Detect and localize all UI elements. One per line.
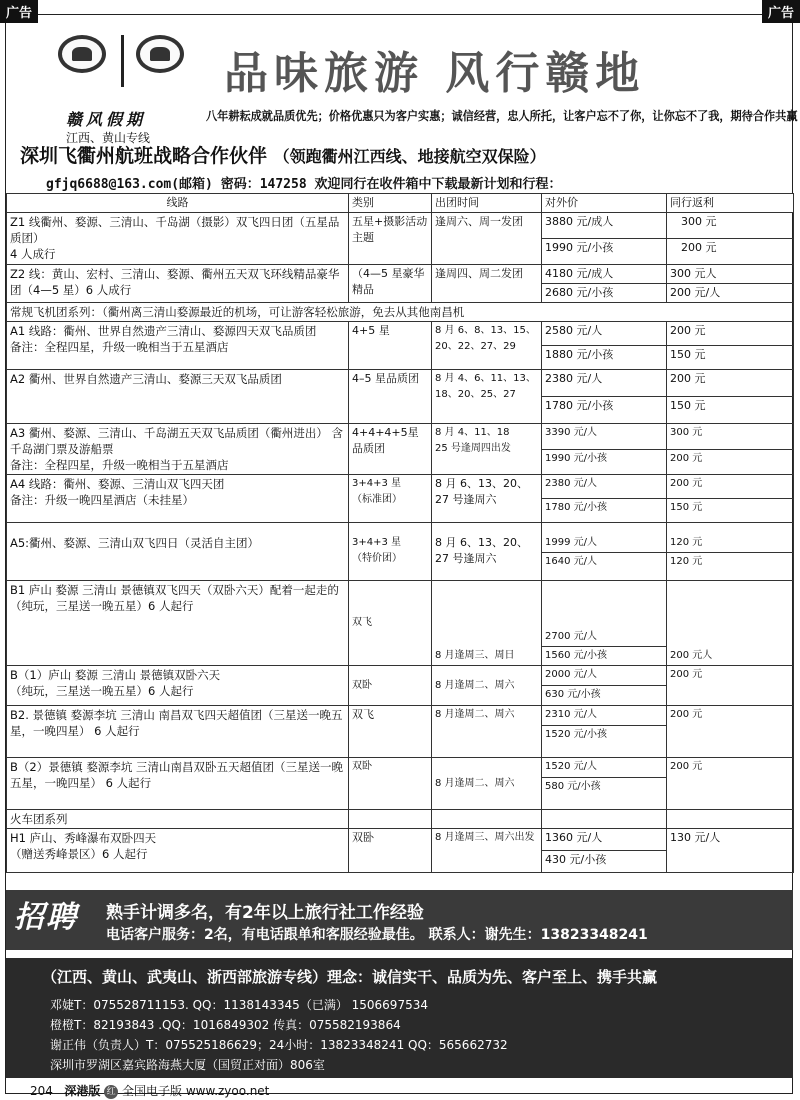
rebate-cell: 200 元	[667, 322, 794, 346]
route-cell: A5:衢州、婺源、三清山双飞四日（灵活自主团）	[7, 523, 349, 581]
type-cell: 双卧	[349, 829, 432, 873]
price-cell: 1780 元/小孩	[542, 499, 667, 523]
route-text: A3 衢州、婺源、三清山、千岛湖五天双飞品质团（衢州进出） 含千岛湖门票及游船票	[10, 426, 343, 456]
empty-cell	[542, 810, 667, 829]
empty-cell	[667, 810, 794, 829]
ad-label-left: 广告	[0, 0, 38, 23]
price-cell: 1999 元/人	[542, 523, 667, 553]
route-cell	[7, 581, 349, 666]
logo-divider	[121, 35, 124, 87]
type-cell: 双飞	[349, 581, 432, 666]
type-cell	[349, 475, 432, 523]
price-cell: 1560 元/小孩	[542, 647, 667, 666]
email-line: gfjq6688@163.com(邮箱) 密码：147258 欢迎同行在收件箱中下载最新计划和行程：	[46, 177, 562, 192]
rebate-cell: 200 元	[667, 449, 794, 475]
brand-subtitle: 江西、黄山专线	[66, 131, 151, 145]
section-row	[7, 303, 794, 322]
col-header: 出团时间	[432, 194, 542, 213]
price-cell: 3880 元/成人	[542, 213, 667, 239]
table-row	[7, 322, 794, 346]
route-cell: B（2）景德镇 婺源李坑 三清山南昌双卧五天超值团（三星送一晚五星，一晚四星） 6 人起行	[7, 758, 349, 810]
page-footer	[30, 1082, 269, 1099]
site-label: 全国电子版 www.zyoo.net	[122, 1084, 270, 1098]
type-cell: 4+5 星	[349, 322, 432, 370]
recruit-tag: 招聘	[14, 900, 78, 935]
time-cell: 逢周六、周一发团	[432, 213, 542, 265]
time-cell: 8 月逢周二、周六	[432, 666, 542, 706]
type-cell: （4—5 星豪华精品	[349, 265, 432, 303]
price-cell: 4180 元/成人	[542, 265, 667, 284]
price-cell: 1360 元/人	[542, 829, 667, 851]
ad-label-right: 广告	[762, 0, 800, 23]
rebate-cell: 200 元	[667, 758, 794, 810]
route-cell	[7, 666, 349, 706]
empty-cell	[349, 810, 432, 829]
price-cell: 2580 元/人	[542, 322, 667, 346]
col-header: 对外价	[542, 194, 667, 213]
table-row	[7, 424, 794, 450]
section-title: 常规飞机团系列：（衢州离三清山婺源最近的机场，可让游客轻松旅游，免去从其他南昌机	[7, 303, 794, 322]
route-note: 备注：升级一晚四星酒店（未挂星）	[10, 493, 194, 507]
price-cell: 1880 元/小孩	[542, 346, 667, 370]
edition-label: 深港版	[64, 1084, 101, 1098]
col-header: 线路	[7, 194, 349, 213]
page-number: 204	[30, 1084, 53, 1098]
type-cell	[349, 523, 432, 581]
route-cell	[7, 475, 349, 523]
time-cell: 8 月逢周三、周日	[432, 581, 542, 666]
route-text: A4 线路：衢州、婺源、三清山双飞四天团	[10, 477, 225, 491]
price-cell: 430 元/小孩	[542, 851, 667, 873]
type-line: （特价团）	[352, 553, 402, 564]
contact-line: 橙橙T：82193843 .QQ：1016849302 传真：075582193864	[50, 1018, 401, 1032]
address-line: 深圳市罗湖区嘉宾路海燕大厦（国贸正对面）806室	[50, 1058, 325, 1072]
section-row	[7, 810, 794, 829]
rebate-cell: 200 元	[667, 239, 794, 265]
partner-banner	[20, 141, 546, 168]
rebate-cell: 200 元	[667, 475, 794, 499]
rebate-cell: 300 元人	[667, 265, 794, 284]
route-cell: B2. 景德镇 婺源李坑 三清山 南昌双飞四天超值团（三星送一晚五星，一晚四星） 6 人起行	[7, 706, 349, 758]
route-cell	[7, 424, 349, 475]
price-cell: 1520 元/小孩	[542, 726, 667, 758]
rebate-cell: 200 元	[667, 666, 794, 706]
logo	[50, 25, 200, 145]
table-header-row	[7, 194, 794, 213]
route-note: 4 人成行	[10, 247, 56, 261]
route-note: （赠送秀峰景区）6 人起行	[10, 847, 148, 861]
time-cell	[432, 424, 542, 475]
contact-footer	[6, 958, 793, 1078]
table-row	[7, 475, 794, 499]
time-cell: 8 月逢周二、周六	[432, 706, 542, 758]
type-line: 3+4+3 星	[352, 478, 402, 489]
col-header: 类别	[349, 194, 432, 213]
type-cell: 4–5 星品质团	[349, 370, 432, 424]
rebate-cell: 130 元/人	[667, 829, 794, 873]
car-logo-icon-left	[58, 35, 106, 73]
table-row	[7, 265, 794, 284]
time-line: 8 月 4、11、18	[435, 427, 510, 438]
rebate-cell: 150 元	[667, 346, 794, 370]
type-line: 3+4+3 星	[352, 537, 402, 548]
recruit-line-1: 熟手计调多名，有2年以上旅行社工作经验	[106, 903, 424, 923]
header	[6, 15, 798, 145]
route-cell	[7, 829, 349, 873]
rebate-cell: 300 元	[667, 213, 794, 239]
route-cell: A2 衢州、世界自然遗产三清山、婺源三天双飞品质团	[7, 370, 349, 424]
contact-line: 邓婕T：075528711153. QQ：1138143345（已满） 1506697534	[50, 998, 428, 1012]
edition-badge: 红	[104, 1085, 118, 1099]
rebate-cell: 120 元	[667, 553, 794, 581]
route-text: A1 线路：衢州、世界自然遗产三清山、婺源四天双飞品质团	[10, 324, 317, 338]
price-cell: 2310 元/人	[542, 706, 667, 726]
route-note: （纯玩，三星送一晚五星）6 人起行	[10, 684, 194, 698]
route-cell	[7, 322, 349, 370]
footer-title: （江西、黄山、武夷山、浙西部旅游专线）理念：诚信实干、品质为先、客户至上、携手共赢	[42, 968, 658, 986]
rebate-cell: 150 元	[667, 499, 794, 523]
table-row	[7, 666, 794, 686]
price-cell: 1520 元/人	[542, 758, 667, 778]
rebate-cell: 150 元	[667, 397, 794, 424]
time-cell: 8 月 6、8、13、15、20、22、27、29	[432, 322, 542, 370]
table-row	[7, 706, 794, 726]
rebate-cell: 300 元	[667, 424, 794, 450]
table-row	[7, 581, 794, 647]
route-cell	[7, 213, 349, 265]
time-cell: 逢周四、周二发团	[432, 265, 542, 303]
empty-cell	[432, 810, 542, 829]
price-cell: 1990 元/小孩	[542, 449, 667, 475]
rebate-cell: 200 元	[667, 370, 794, 397]
rebate-cell: 120 元	[667, 523, 794, 553]
table-row	[7, 758, 794, 778]
time-cell: 8 月逢周二、周六	[432, 758, 542, 810]
route-text: H1 庐山、秀峰瀑布双卧四天	[10, 831, 157, 845]
rebate-cell: 200 元/人	[667, 284, 794, 303]
route-cell: Z2 线：黄山、宏村、三清山、婺源、衢州五天双飞环线精品豪华团（4—5 星）6 人成行	[7, 265, 349, 303]
rebate-cell: 200 元人	[667, 581, 794, 666]
col-header: 同行返利	[667, 194, 794, 213]
slogan: 品味旅游 风行赣地	[224, 48, 646, 99]
type-cell: 双卧	[349, 666, 432, 706]
price-cell: 630 元/小孩	[542, 686, 667, 706]
price-cell: 1640 元/人	[542, 553, 667, 581]
partner-sub: （领跑衢州江西线、地接航空双保险）	[273, 147, 546, 166]
price-cell: 3390 元/人	[542, 424, 667, 450]
price-cell: 2680 元/小孩	[542, 284, 667, 303]
contact-line: 谢正伟（负责人）T：075525186629；24小时：13823348241 QQ：565662732	[50, 1038, 508, 1052]
route-note: 备注：全程四星，升级一晚相当于五星酒店	[10, 458, 229, 472]
route-text: Z1 线衢州、婺源、三清山、千岛湖（摄影）双飞四日团（五星品质团）	[10, 215, 340, 245]
price-cell: 2700 元/人	[542, 581, 667, 647]
rebate-cell: 200 元	[667, 706, 794, 758]
price-cell: 1990 元/小孩	[542, 239, 667, 265]
type-line: （标准团）	[352, 494, 402, 505]
price-cell: 2380 元/人	[542, 370, 667, 397]
time-line: 25 号逢周四出发	[435, 443, 511, 454]
partner-main: 深圳飞衢州航班战略合作伙伴	[20, 145, 268, 167]
type-cell: 五星+摄影活动主题	[349, 213, 432, 265]
price-cell: 2000 元/人	[542, 666, 667, 686]
section-title: 火车团系列	[7, 810, 349, 829]
price-cell: 580 元/小孩	[542, 778, 667, 810]
type-cell: 4+4+4+5星品质团	[349, 424, 432, 475]
table-row	[7, 829, 794, 851]
price-cell: 2380 元/人	[542, 475, 667, 499]
table-row	[7, 213, 794, 239]
time-cell: 8 月 6、13、20、27 号逢周六	[432, 523, 542, 581]
time-cell: 8 月 6、13、20、27 号逢周六	[432, 475, 542, 523]
brand-name: 赣风假期	[66, 110, 147, 129]
motto: 八年耕耘成就品质优先；价格优惠只为客户实惠；诚信经营，忠人所托，让客户忘不了你，让你忘不了我，期待合作共赢	[206, 109, 798, 123]
time-cell: 8 月 4、6、11、13、18、20、25、27	[432, 370, 542, 424]
car-logo-icon-right	[136, 35, 184, 73]
table-row	[7, 523, 794, 553]
recruit-line-2: 电话客户服务：2名，有电话跟单和客服经验最佳。 联系人：谢先生：13823348241	[106, 927, 648, 943]
table-row	[7, 370, 794, 397]
time-cell: 8 月逢周三、周六出发	[432, 829, 542, 873]
type-cell: 双卧	[349, 758, 432, 810]
route-note: 备注：全程四星，升级一晚相当于五星酒店	[10, 340, 229, 354]
route-note: （纯玩，三星送一晚五星）6 人起行	[10, 599, 194, 613]
route-text: B1 庐山 婺源 三清山 景德镇双飞四天（双卧六天）配着一起走的	[10, 583, 339, 597]
price-cell: 1780 元/小孩	[542, 397, 667, 424]
type-cell: 双飞	[349, 706, 432, 758]
tour-table	[6, 193, 794, 873]
recruit-banner	[6, 890, 793, 950]
route-text: B（1）庐山 婺源 三清山 景德镇双卧六天	[10, 668, 221, 682]
